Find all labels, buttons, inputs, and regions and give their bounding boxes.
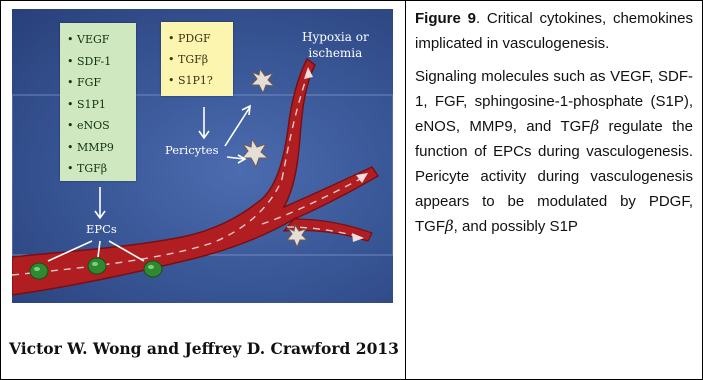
pericyte-factor-box: [161, 22, 233, 96]
condition-label: [302, 29, 369, 61]
pericyte-factor-item: [168, 28, 213, 49]
caption-body: [415, 64, 693, 239]
epc-factor-box: [60, 23, 136, 181]
bullet: •: [67, 140, 77, 154]
epc-factor-item: [67, 51, 114, 73]
caption-body-suffix: , and possibly S1P: [453, 218, 578, 235]
caption-body-prefix: Signaling molecules such as VEGF, SDF-1, FGF, sphingosine-1-phosphate (S1P), eNOS, MMP9, and TGF: [415, 68, 693, 135]
factor-name: SDF-1: [77, 54, 112, 68]
beta-symbol: β: [590, 117, 600, 135]
figure-cell: [1, 1, 405, 379]
factor-name: S1P1?: [178, 74, 213, 87]
bullet: •: [67, 33, 77, 46]
epc-factor-list: [67, 29, 114, 180]
factor-name: eNOS: [77, 119, 110, 132]
factor-name: MMP9: [77, 140, 114, 154]
caption-cell: [406, 1, 702, 379]
factor-name: S1P1: [77, 97, 106, 111]
factor-name: VEGF: [77, 33, 110, 46]
factor-name: FGF: [77, 76, 102, 89]
vasculogenesis-figure: [12, 9, 393, 303]
figure-label: Figure 9: [415, 10, 476, 27]
epc-factor-item: [67, 29, 114, 51]
bullet: •: [67, 97, 77, 111]
factor-name: TGFβ: [178, 53, 209, 66]
bullet: •: [67, 54, 77, 68]
epc-factor-item: [67, 72, 114, 94]
pericytes-label: Pericytes: [165, 143, 219, 157]
bullet: •: [168, 53, 178, 66]
caption-title-text: . Critical cytokines, chemokines implicated in vasculogenesis.: [415, 10, 693, 52]
bullet: •: [168, 74, 178, 87]
figure-credit: Victor W. Wong and Jeffrey D. Crawford 2013: [9, 339, 399, 358]
pericyte-factor-item: [168, 49, 213, 70]
factor-name: TGFβ: [77, 162, 108, 175]
condition-label-line: Hypoxia or: [302, 30, 369, 44]
bullet: •: [67, 162, 77, 175]
condition-label-line: ischemia: [308, 46, 363, 60]
pericyte-factor-list: [168, 28, 213, 91]
caption-body-middle: regulate the function of EPCs during vasculogenesis. Pericyte activity during vasculogenesis appears to be modulated by PDGF, TGF: [415, 118, 693, 235]
bullet: •: [67, 76, 77, 89]
epcs-label: EPCs: [86, 222, 117, 236]
figure-caption: [415, 6, 693, 239]
epc-factor-item: [67, 115, 114, 137]
bullet: •: [67, 119, 77, 132]
epc-factor-item: [67, 158, 114, 180]
beta-symbol: β: [445, 217, 454, 235]
pericyte-factor-item: [168, 70, 213, 91]
bullet: •: [168, 32, 178, 45]
factor-name: PDGF: [178, 32, 211, 45]
caption-title: [415, 6, 693, 56]
epc-factor-item: [67, 137, 114, 159]
epc-factor-item: [67, 94, 114, 116]
